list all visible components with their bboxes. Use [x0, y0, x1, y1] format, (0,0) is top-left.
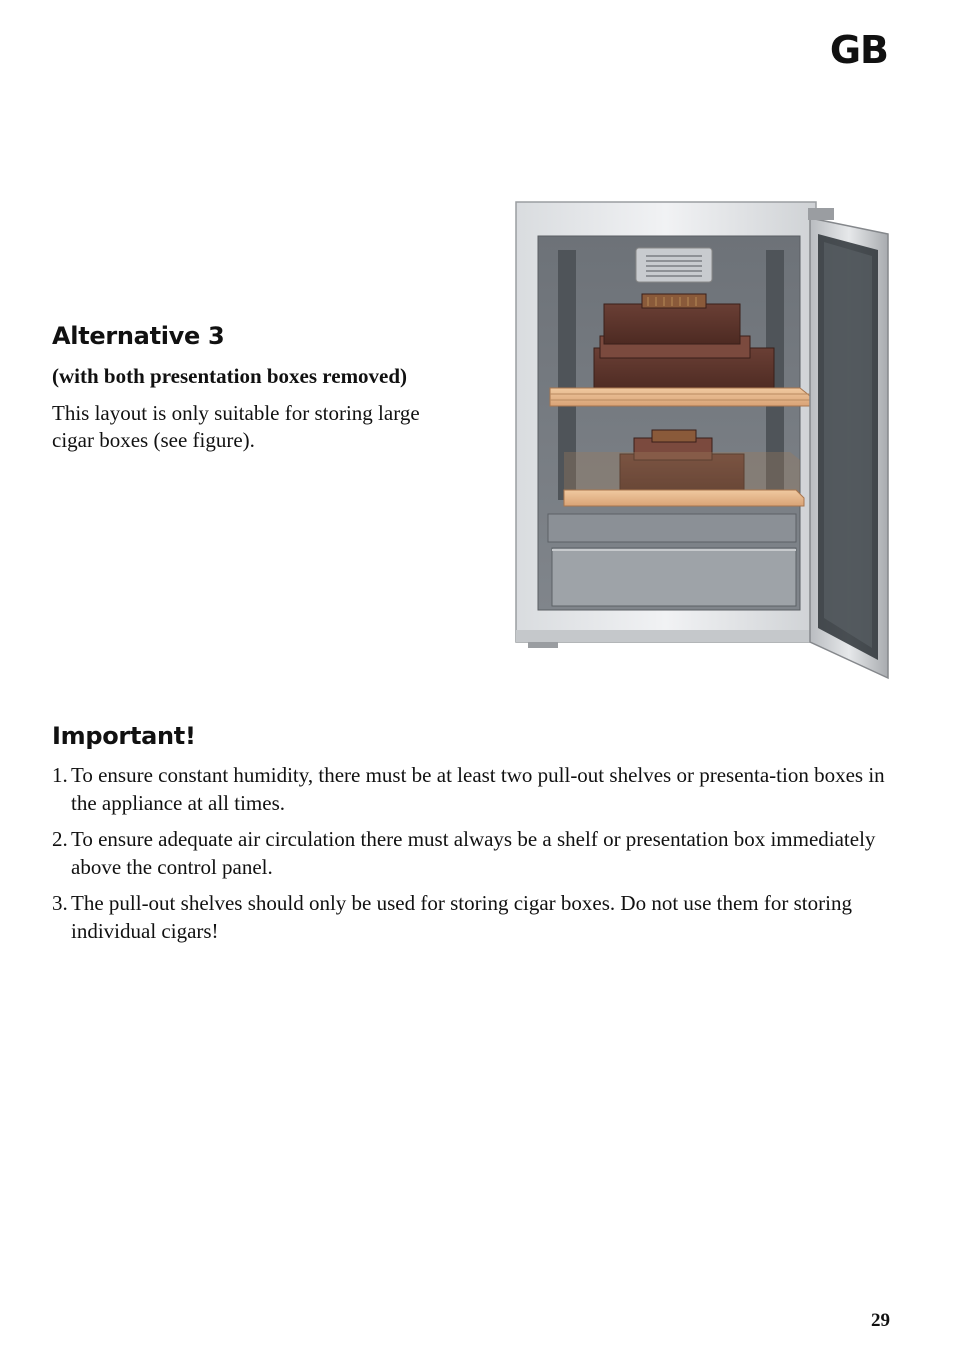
important-list — [52, 762, 892, 954]
list-item-text: The pull-out shelves should only be used for storing cigar boxes. Do not use them for storing individual cigars! — [71, 891, 852, 943]
section-subtitle: (with both presentation boxes removed) — [52, 364, 408, 388]
list-item — [52, 826, 892, 881]
section-title-important: Important! — [52, 722, 196, 750]
list-item-text: To ensure adequate air circulation there must always be a shelf or presentation box immediately above the control panel. — [71, 827, 876, 879]
cigar-humidor-fridge-icon — [514, 198, 892, 680]
page-number: 29 — [871, 1310, 890, 1331]
section-description: This layout is only suitable for storing large cigar boxes (see figure). — [52, 401, 420, 452]
fridge-illustration — [514, 198, 892, 680]
list-item — [52, 890, 892, 945]
section-title-alternative: Alternative 3 — [52, 322, 225, 350]
list-item-number: 2. — [52, 827, 68, 851]
list-item — [52, 762, 892, 817]
language-code: GB — [829, 28, 888, 72]
list-item-text: To ensure constant humidity, there must be at least two pull-out shelves or presenta-tion boxes in the appliance at all times. — [71, 763, 885, 815]
list-item-number: 1. — [52, 763, 68, 787]
list-item-number: 3. — [52, 891, 68, 915]
